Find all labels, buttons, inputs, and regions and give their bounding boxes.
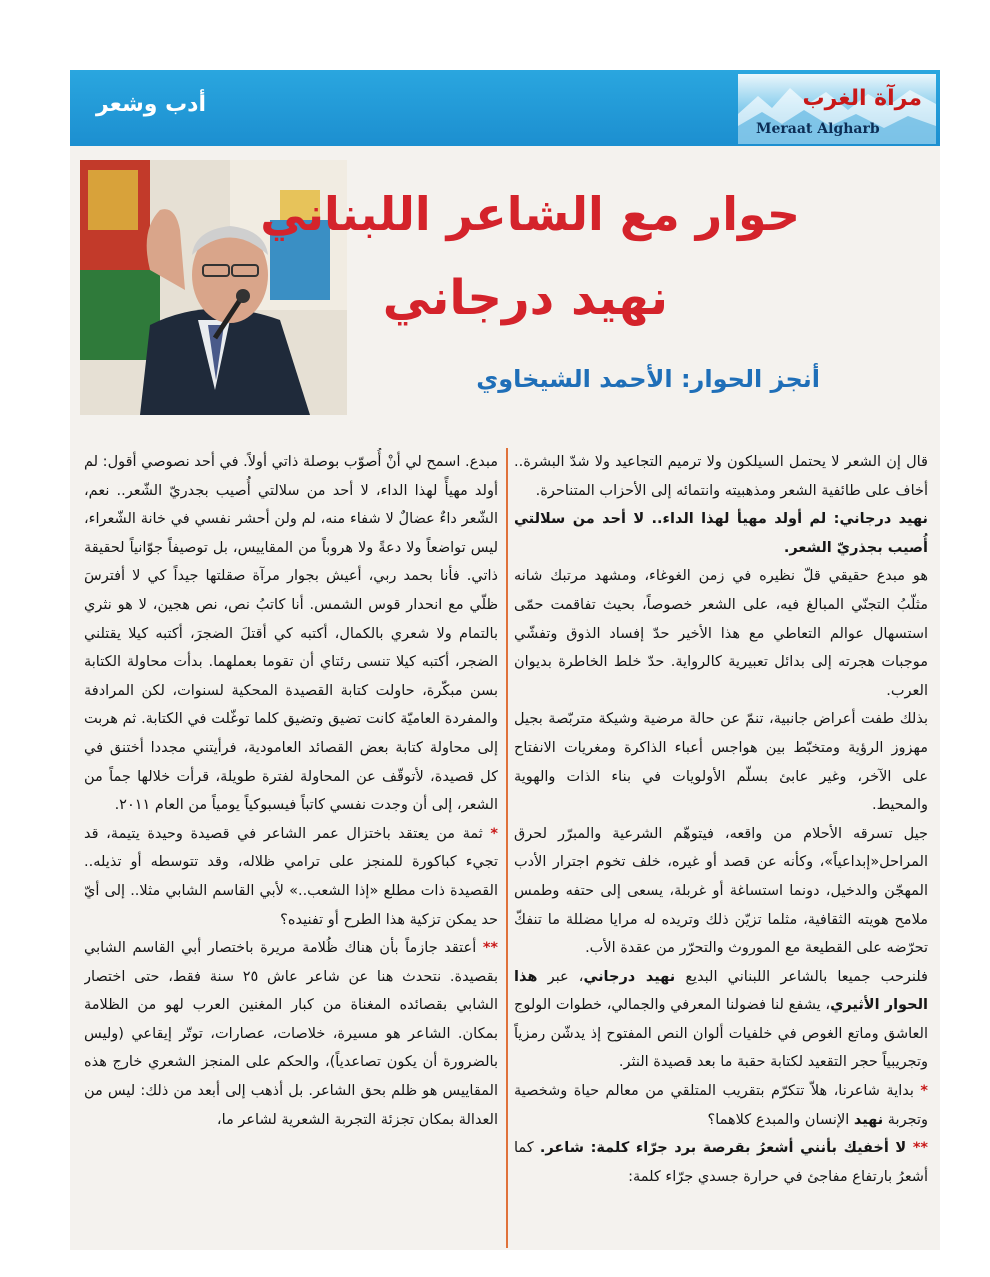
article-title-line-2: نهيد درجاني [382, 270, 668, 326]
section-label: أدب وشعر [96, 92, 207, 117]
article-byline: أنجز الحوار: الأحمد الشيخاوي [476, 365, 820, 393]
paragraph-text: فلنرحب جميعا بالشاعر اللبناني البديع [675, 968, 928, 985]
question-text: ثمة من يعتقد باختزال عمر الشاعر في قصيدة وحيدة يتيمة، قد تجيء كباكورة للمنجز على ترامي ظلاله، وقد تتوسطه أو تذيله.. القصيدة ذات مطلع «إذا الشعب..» لأبي القاسم الشابي مثلا.. إلى أيّ حد يمكن تزكية هذا الطرح أو تفنيده؟ [84, 825, 498, 928]
paragraph-text: مبدع. اسمح لي أنْ أُصوّب بوصلة ذاتي أولاً. في أحد نصوصي أقول: لم أولد مهيأً لهذا الداء، لا أحد من سلالتي أُصيب بجدريّ الشّعر.. نعم، الشّعر داءٌ عضالٌ لا شفاء منه، لم ولن أحشر نفسي في خانة الشّعراء، ليس تواضعاً ولا دعةً ولا هروباً من المقاييس، بل توصيفاً جوّانياً لحقيقة ذاتي. فأنا بحمد ربي، أعيش بجوار مرآة صقلتها جيداً كي لا أفترسَ ظلّي مع انحدار قوس الشمس. أنا كاتبُ نص، نص هجين، لا هو نثري بالتمام ولا شعري بالكمال، أكتبه كي أقتلَ الضجرَ، أكتبه كيلا يقتلني الضجر، أكتبه كيلا تنسى رئتاي أن تقوما بعملهما. بدأت محاولة الكتابة بسن مبكّرة، حاولت كتابة القصيدة المحكية لسنوات، لكن المرادفة والمفردة العاميّة كانت تضيق وتضيق كلما توغّلت في الكتابة. ثم هربت إلى محاولة كتابة بعض القصائد العامودية، فرأيتني مجددا أختنق في كل قصيدة، لأتوقّف عن المحاولة لفترة طويلة، قرأت خلالها جماً من الشعر، إلى أن وجدت نفسي كاتباً فيسبوكياً يومياً من العام ٢٠١١. [84, 454, 498, 814]
answer [84, 934, 498, 1134]
answer-lead: لا أخفيك بأنني أشعرُ بقرصة برد جرّاء كلمة: شاعر. [539, 1140, 913, 1157]
question-text: الإنسان والمبدع كلاهما؟ [707, 1111, 854, 1128]
logo-arabic-text: مرآة الغرب [802, 86, 922, 111]
paragraph-text: جيل تسرقه الأحلام من واقعه، فيتوهّم الشرعية والمبرّر لحرق المراحل«إبداعياً»، وكأنه عن قصد أو غيره، خلف تخوم اجترار الأدب المهجّن والدخيل، دونما استساغة أو غربلة، يسعى إلى حتفه وطمس ملامح هويته الثقافية، مثلما تزيّن ذلك وتريده له مرايا مضللة ما تنفكّ تحرّضه على القطيعة مع الموروث والتحرّر من عقدة الأب. [514, 825, 928, 957]
paragraph-text: لم أولد مهيأ لهذا الداء.. لا أحد من سلالتي أُصيب بجذريّ الشعر. [514, 511, 928, 556]
answer-marker: ** [482, 940, 498, 957]
question [514, 1077, 928, 1134]
paragraph-text: ، عبر [537, 968, 584, 985]
question-text: بداية شاعرنا، هلاّ تتكرّم بتقريب المتلقي من معالم حياة وشخصية وتجربة [514, 1083, 928, 1128]
article-title-line-1: حوار مع الشاعر اللبناني [260, 187, 800, 241]
question-marker: * [920, 1083, 928, 1100]
answer-text: كما أشعرُ بارتفاع مفاجئ في حرارة جسدي جرّاء كلمة: [514, 1140, 928, 1185]
emphasis-text: هذا الحوار الأثيري [514, 968, 928, 1014]
question [84, 820, 498, 934]
paragraph [514, 505, 928, 562]
poet-name: نهيد [853, 1111, 884, 1128]
speaker-name: نهيد درجاني: [833, 511, 928, 528]
paragraph [514, 448, 928, 505]
answer-text: أعتقد جازماً بأن هناك ظُلامة مريرة باختصار أبي القاسم الشابي بقصيدة. نتحدث هنا عن شاعر عاش ٢٥ سنة فقط، حتى اختصار الشابي بقصائده المغناة من كبار المغنين العرب لهو من الظلامة بمكان. الشاعر هو مسيرة، خلاصات، عصارات، توتّر إيقاعي (وليس بالضرورة أن يكون تصاعدياً)، والحكم على المنجز الشعري خارج هذه المقاييس هو ظلم بحق الشاعر. بل أذهب إلى أبعد من ذلك: ليس من العدالة بمكان تجزئة التجربة الشعرية لشاعر ما، [84, 940, 498, 1128]
paragraph [514, 562, 928, 705]
paragraph [514, 963, 928, 1077]
paragraph [84, 448, 498, 820]
poet-name: نهيد درجاني [583, 968, 676, 985]
article-column-right [514, 448, 928, 1248]
magazine-logo [738, 74, 936, 144]
paragraph-text: ، يشفع لنا فضولنا المعرفي والجمالي، خطوات الولوج العاشق وماتع الغوص في خلفيات ألوان النص المفتوح إذ يدشّن رمزياً وتجريبياً حجر التقعيد لكتابة حقبة ما بعد قصيدة النثر. [514, 997, 928, 1071]
paragraph-text: بذلك طفت أعراض جانبية، تنمّ عن حالة مرضية وشيكة متربّصة بجيل مهزوز الرؤية ومتخبّط بين هواجس أعباء الذاكرة ومغريات الانفتاح على الآخر، وغير عابئ بسلّم الأولويات في بناء الذات والهوية والمحيط. [514, 711, 928, 814]
question-marker: * [490, 825, 498, 842]
column-divider [506, 448, 508, 1248]
paragraph-text: هو مبدع حقيقي قلّ نظيره في زمن الغوغاء، ومشهد مرتبك شانه مثلّبُ التجنّي المبالغ فيه، على الشعر خصوصاً، بحيث تفاقمت حمّى استسهال عوالم التعاطي مع هذا الأخير حدّ إفساد الذوق وتفشّي موجبات هجرته إلى بدائل تعبيرية كالرواية. حدّ خلط الخاطرة بديوان العرب. [514, 568, 928, 699]
paragraph-text: قال إن الشعر لا يحتمل السيلكون ولا ترميم التجاعيد ولا شدّ البشرة.. أخاف على طائفية الشعر ومذهبيته وانتمائه إلى الأحزاب المتناحرة. [514, 454, 928, 499]
article-column-left [84, 448, 498, 1248]
paragraph [514, 820, 928, 963]
answer-marker: ** [912, 1140, 928, 1157]
answer [514, 1134, 928, 1191]
paragraph [514, 705, 928, 819]
logo-english-text: Meraat Algharb [756, 121, 880, 137]
